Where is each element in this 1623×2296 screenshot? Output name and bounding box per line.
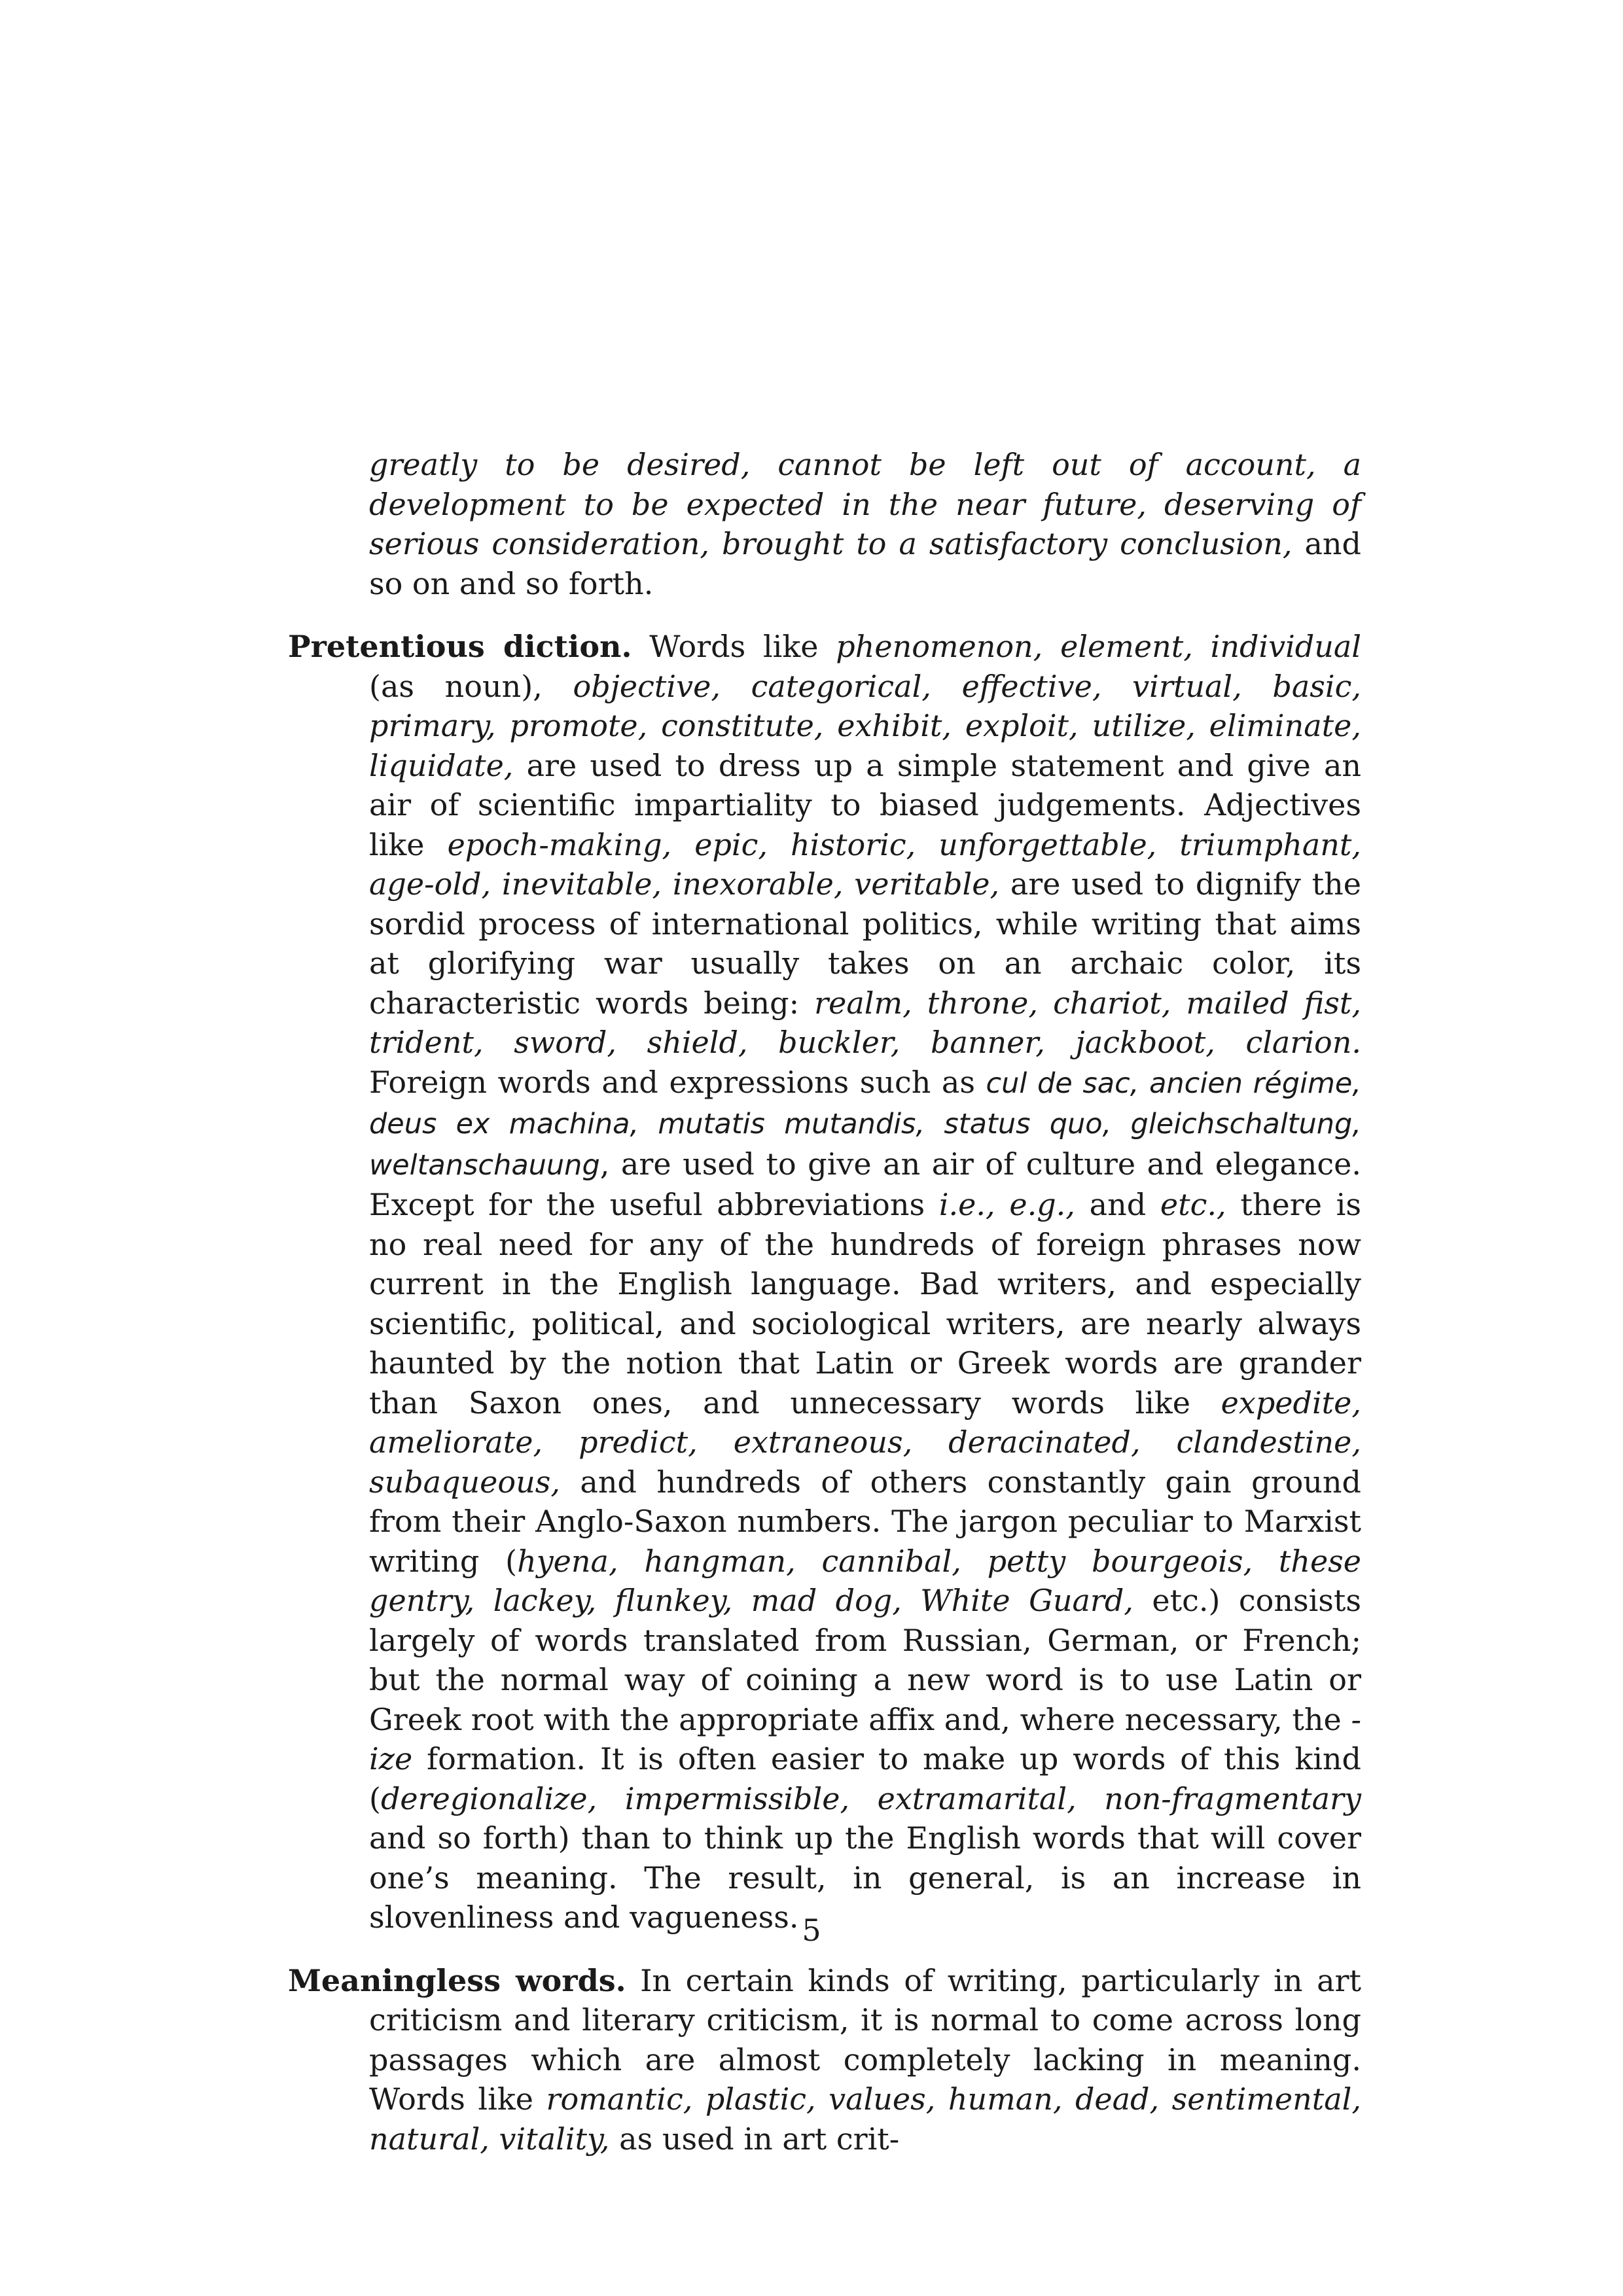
continuation-tail: and so on and so forth. bbox=[369, 526, 1361, 601]
text-run: Foreign words and expressions such as bbox=[369, 1064, 986, 1100]
italic-run: etc., bbox=[1160, 1187, 1226, 1222]
italic-phrases: greatly to be desired, cannot be left out of account, a development to be expected in the near future, deserving of serious consideration, brought to a satisfactory conclusion, bbox=[369, 447, 1361, 561]
text-run: there is no real need for any of the hundreds of foreign phrases now current in the English language. Bad writers, and especially scientific, political, and sociological writers, are nearly always haunted by the notion that Latin or Greek words are grander than Saxon ones, and unnecessary words like bbox=[369, 1187, 1362, 1421]
page-number: 5 bbox=[802, 1913, 821, 1948]
continuation-paragraph bbox=[288, 445, 1361, 603]
italic-run: objective, categorical, effective, virtual, basic, primary, promote, constitute, exhibit, exploit, utilize, eliminate, liquidate, bbox=[369, 668, 1361, 783]
italic-run: -ize bbox=[369, 1701, 1361, 1776]
italic-run: i.e., e.g., bbox=[938, 1187, 1075, 1222]
text-run: , are used to give an air of culture and elegance. Except for the useful abbreviations bbox=[369, 1146, 1361, 1222]
text-run: are used to dress up a simple statement and give an air of scientific impartiality to biased judgements. Adjectives like bbox=[369, 747, 1361, 862]
italic-run: epoch-making, epic, historic, unforgettable, triumphant, age-old, inevitable, inexorable, veritable, bbox=[369, 826, 1361, 902]
italic-run: romantic, plastic, values, human, dead, sentimental, natural, vitality, bbox=[369, 2081, 1361, 2157]
text-run: and so forth) than to think up the English words that will cover one’s meaning. The result, in general, is an increase in slovenliness and vagueness. bbox=[369, 1820, 1361, 1935]
text-run: as used in art crit- bbox=[609, 2121, 900, 2157]
text-run: Words like bbox=[632, 629, 836, 664]
pretentious-diction-entry bbox=[288, 627, 1361, 1937]
text-run: (as noun), bbox=[369, 668, 573, 704]
document-body bbox=[288, 445, 1361, 2159]
text-run: In certain kinds of writing, particularly in art criticism and literary criticism, it is normal to come across long passages which are almost completely lacking in meaning. Words like bbox=[369, 1962, 1361, 2117]
entry-term: Meaningless words. bbox=[288, 1962, 626, 1998]
text-run: formation. It is often easier to make up words of this kind ( bbox=[369, 1741, 1361, 1816]
text-run: and bbox=[1075, 1187, 1160, 1222]
text-run: etc.) consists largely of words translated from Russian, German, or French; but the normal way of coining a new word is to use Latin or Greek root with the appropriate affix and, where necessary, the bbox=[369, 1583, 1361, 1737]
text-run: and hundreds of others constantly gain ground from their Anglo-Saxon numbers. The jargon peculiar to Marxist writing ( bbox=[369, 1464, 1361, 1579]
foreign-phrases: cul de sac, ancien régime, deus ex machina, mutatis mutandis, status quo, gleichschaltung, weltanschauung bbox=[369, 1067, 1361, 1182]
italic-run: hyena, hangman, cannibal, petty bourgeois, these gentry, lackey, flunkey, mad dog, White Guard, bbox=[369, 1543, 1361, 1618]
text-run: are used to dignify the sordid process of international politics, while writing that aims at glorifying war usually takes on an archaic color, its characteristic words being: bbox=[369, 866, 1361, 1021]
entry-term: Pretentious diction. bbox=[288, 629, 632, 664]
italic-run: realm, throne, chariot, mailed fist, trident, sword, shield, buckler, banner, jackboot, clarion. bbox=[369, 985, 1361, 1060]
italic-run: phenomenon, element, individual bbox=[836, 629, 1362, 664]
italic-run: deregionalize, impermissible, extramarital, non-fragmentary bbox=[380, 1780, 1361, 1816]
meaningless-words-entry bbox=[288, 1961, 1361, 2159]
italic-run: expedite, ameliorate, predict, extraneous, deracinated, clandestine, subaqueous, bbox=[369, 1385, 1361, 1500]
